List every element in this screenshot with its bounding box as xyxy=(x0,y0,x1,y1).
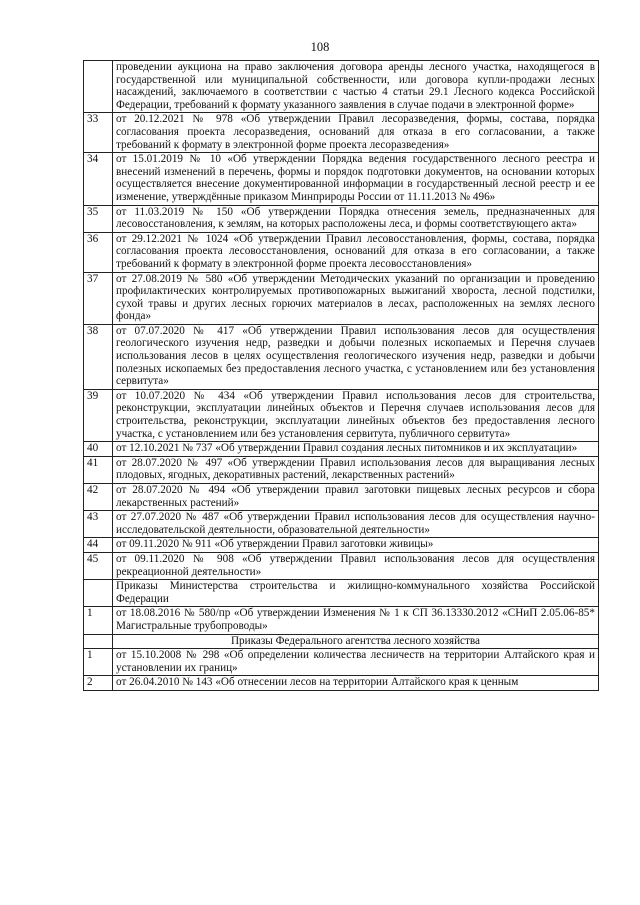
table-row xyxy=(84,676,599,691)
table-row xyxy=(84,580,599,607)
section-heading: Приказы Федерального агентства лесного хозяйства xyxy=(113,634,599,649)
table-row xyxy=(84,552,599,579)
page-number: 108 xyxy=(310,40,330,54)
table-row xyxy=(84,442,599,457)
row-number: 44 xyxy=(84,538,113,553)
row-number: 42 xyxy=(84,484,113,511)
regulations-table-body xyxy=(84,61,599,691)
table-row xyxy=(84,272,599,324)
row-number xyxy=(84,580,113,607)
document-description: от 11.03.2019 № 150 «Об утверждении Порядка отнесения земель, предназначенных для лесовосстановления, к землям, на которых расположены леса, и формы соответствующего акта» xyxy=(113,205,599,232)
row-number: 39 xyxy=(84,389,113,441)
row-number: 34 xyxy=(84,153,113,205)
document-description: от 15.01.2019 № 10 «Об утверждении Порядка ведения государственного лесного реестра и внесений изменений в перечень, формы и порядок подготовки документов, на основании которых осуществляется внесение документированной информации в государственный лесной реестр и ее изменение, утверждённые приказом Минприроды России от 11.11.2013 № 496» xyxy=(113,153,599,205)
row-number: 40 xyxy=(84,442,113,457)
table-row xyxy=(84,511,599,538)
document-description: от 28.07.2020 № 497 «Об утверждении Правил использования лесов для выращивания лесных плодовых, ягодных, декоративных растений, лекарственных растений» xyxy=(113,456,599,483)
table-row xyxy=(84,484,599,511)
table-row xyxy=(84,607,599,634)
document-description: от 20.12.2021 № 978 «Об утверждении Правил лесоразведения, формы, состава, порядка согласования проекта лесоразведения, оснований для отказа в его согласовании, а также требований к формату в электронной форме проекта лесоразведения» xyxy=(113,113,599,153)
document-description: проведении аукциона на право заключения договора аренды лесного участка, находящегося в государственной или муниципальной собственности, или договора купли-продажи лесных насаждений, заключаемого в соответствии с частью 4 статьи 29.1 Лесного кодекса Российской Федерации, требований к формату указанного заявления в случае подачи в электронной форме» xyxy=(113,61,599,113)
row-number: 1 xyxy=(84,649,113,676)
document-description: от 27.08.2019 № 580 «Об утверждении Методических указаний по организации и проведению профилактических контролируемых противопожарных выжиганий хвороста, лесной подстилки, сухой травы и других лесных горючих материалов в лесах, расположенных на землях лесного фонда» xyxy=(113,272,599,324)
document-description: от 12.10.2021 № 737 «Об утверждении Правил создания лесных питомников и их эксплуатации» xyxy=(113,442,599,457)
table-row xyxy=(84,456,599,483)
document-description: от 26.04.2010 № 143 «Об отнесении лесов на территории Алтайского края к ценным xyxy=(113,676,599,691)
table-row xyxy=(84,649,599,676)
document-description: от 28.07.2020 № 494 «Об утверждении правил заготовки пищевых лесных ресурсов и сбора лекарственных растений» xyxy=(113,484,599,511)
document-description: от 27.07.2020 № 487 «Об утверждении Правил использования лесов для осуществления научно-исследовательской деятельности, образовательной деятельности» xyxy=(113,511,599,538)
document-description: от 29.12.2021 № 1024 «Об утверждении Правил лесовосстановления, формы, состава, порядка согласования проекта лесовосстановления, оснований для отказа в его согласовании, а также требований к формату в электронной форме проекта лесовосстановления» xyxy=(113,232,599,272)
row-number: 37 xyxy=(84,272,113,324)
document-description: от 07.07.2020 № 417 «Об утверждении Правил использования лесов для осуществления геологического изучения недр, разведки и добычи полезных ископаемых и Перечня случаев использования лесов в целях осуществления геологического изучения недр, разведки и добычи полезных ископаемых без предоставления лесного участка, с установлением или без установления сервитута» xyxy=(113,324,599,389)
row-number: 43 xyxy=(84,511,113,538)
row-number: 45 xyxy=(84,552,113,579)
table-row xyxy=(84,538,599,553)
document-description: от 15.10.2008 № 298 «Об определении количества лесничеств на территории Алтайского края и установлении их границ» xyxy=(113,649,599,676)
row-number: 33 xyxy=(84,113,113,153)
table-row xyxy=(84,232,599,272)
table-row xyxy=(84,113,599,153)
row-number xyxy=(84,634,113,649)
table-row xyxy=(84,324,599,389)
table-row xyxy=(84,389,599,441)
document-description: от 09.11.2020 № 911 «Об утверждении Правил заготовки живицы» xyxy=(113,538,599,553)
table-row xyxy=(84,153,599,205)
table-row xyxy=(84,61,599,113)
regulations-table xyxy=(83,60,599,691)
row-number: 35 xyxy=(84,205,113,232)
table-section-row xyxy=(84,634,599,649)
table-row xyxy=(84,205,599,232)
row-number: 36 xyxy=(84,232,113,272)
document-description: от 18.08.2016 № 580/пр «Об утверждении Изменения № 1 к СП 36.13330.2012 «СНиП 2.05.06-85* Магистральные трубопроводы» xyxy=(113,607,599,634)
row-number xyxy=(84,61,113,113)
document-description: Приказы Министерства строительства и жилищно-коммунального хозяйства Российской Федерации xyxy=(113,580,599,607)
row-number: 41 xyxy=(84,456,113,483)
row-number: 2 xyxy=(84,676,113,691)
document-description: от 10.07.2020 № 434 «Об утверждении Правил использования лесов для строительства, реконструкции, эксплуатации линейных объектов и Перечня случаев использования лесов для строительства, реконструкции, эксплуатации линейных объектов без предоставления лесного участка, с установлением или без установления сервитута, публичного сервитута» xyxy=(113,389,599,441)
document-description: от 09.11.2020 № 908 «Об утверждении Правил использования лесов для осуществления рекреационной деятельности» xyxy=(113,552,599,579)
row-number: 38 xyxy=(84,324,113,389)
row-number: 1 xyxy=(84,607,113,634)
